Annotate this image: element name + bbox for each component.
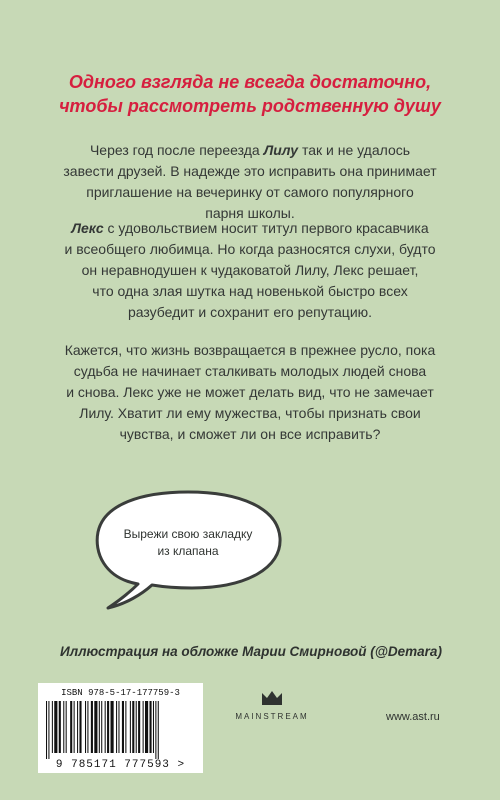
- paragraph-2-line-5: разубедит и сохранит его репутацию.: [127, 304, 373, 320]
- paragraph-2-text-b: с удовольствием носит титул первого красавчика: [103, 220, 429, 236]
- paragraph-1-line-3: приглашение на вечеринку от самого популярного: [86, 184, 414, 200]
- paragraph-1-text-a: Через год после переезда: [89, 142, 264, 158]
- character-name-leks: Лекс: [71, 220, 104, 236]
- barcode-bar: [130, 701, 131, 753]
- barcode-bar: [143, 701, 144, 753]
- barcode-bar: [79, 701, 81, 753]
- barcode-bar: [85, 701, 86, 753]
- publisher-website: www.ast.ru: [386, 711, 440, 723]
- barcode-icon: [44, 701, 197, 759]
- barcode-bar: [94, 701, 97, 753]
- barcode-bar: [132, 701, 134, 753]
- barcode-digits: 9 785171 777593 >: [55, 759, 186, 771]
- paragraph-3-line-4: Лилу. Хватит ли ему мужества, чтобы признать свои: [79, 405, 421, 421]
- isbn-number: ISBN 978-5-17-177759-3: [61, 688, 180, 698]
- paragraph-3-line-3: и снова. Лекс уже не может делать вид, что не замечает: [66, 384, 434, 400]
- barcode-bar: [153, 701, 154, 753]
- paragraph-2: [38, 218, 462, 323]
- barcode-bar: [125, 701, 126, 753]
- bubble-text: [106, 526, 270, 560]
- crown-icon: [261, 690, 283, 706]
- barcode-bar: [145, 701, 148, 753]
- bubble-line-2: из клапана: [157, 544, 219, 558]
- barcode-bar: [158, 701, 159, 759]
- barcode-bar: [136, 701, 137, 753]
- barcode-bar: [107, 701, 109, 753]
- publisher-name: MAINSTREAM: [235, 712, 309, 721]
- paragraph-3-line-1: Кажется, что жизнь возвращается в прежнее русло, пока: [64, 342, 436, 358]
- paragraph-3-line-2: судьба не начинает сталкивать молодых людей снова: [73, 363, 427, 379]
- headline-line-2: чтобы рассмотреть родственную душу: [59, 96, 441, 116]
- barcode-bar: [46, 701, 47, 759]
- barcode-bar: [91, 701, 93, 753]
- barcode-bar: [116, 701, 117, 753]
- barcode-bar: [122, 701, 124, 753]
- paragraph-2-line-1: [38, 218, 462, 239]
- barcode-bar: [59, 701, 61, 753]
- barcode-bar: [74, 701, 75, 753]
- paragraph-2-line-4: что одна злая шутка над новенькой быстро всех: [92, 283, 408, 299]
- paragraph-3-line-5: чувства, и сможет ли он все исправить?: [119, 426, 381, 442]
- barcode-bar: [54, 701, 57, 753]
- barcode-bar: [70, 701, 72, 753]
- paragraph-2-line-2: и всеобщего любимца. Но когда разносятся слухи, будто: [64, 241, 436, 257]
- paragraph-1: [38, 140, 462, 224]
- barcode-bar: [77, 701, 78, 753]
- barcode-bar: [52, 701, 53, 753]
- paragraph-1-line-4: парня школы.: [205, 205, 295, 221]
- barcode-bar: [87, 701, 88, 753]
- barcode-bar: [150, 701, 152, 753]
- barcode-bar: [48, 701, 49, 759]
- barcode-bar: [118, 701, 119, 753]
- publisher-logo: [232, 690, 312, 721]
- speech-bubble: [90, 486, 286, 622]
- barcode-block: [38, 683, 203, 773]
- barcode-bar: [138, 701, 140, 753]
- paragraph-3: [38, 340, 462, 445]
- barcode-bar: [101, 701, 102, 753]
- barcode-bar: [63, 701, 64, 753]
- bubble-line-1: Вырежи свою закладку: [123, 527, 253, 541]
- paragraph-2-line-3: он неравнодушен к чудаковатой Лилу, Лекс решает,: [81, 262, 419, 278]
- barcode-bar: [66, 701, 67, 753]
- barcode-bar: [155, 701, 156, 759]
- headline: [28, 70, 472, 118]
- barcode-bar: [105, 701, 106, 753]
- paragraph-1-line-2: завести друзей. В надежде это исправить она принимает: [63, 163, 437, 179]
- barcode-bar: [99, 701, 100, 753]
- paragraph-1-line-1: [38, 140, 462, 161]
- headline-line-1: Одного взгляда не всегда достаточно,: [68, 72, 432, 92]
- paragraph-1-text-b: так и не удалось: [298, 142, 411, 158]
- barcode-bar: [111, 701, 114, 753]
- character-name-lilu: Лилу: [263, 142, 299, 158]
- illustration-credit: Иллюстрация на обложке Марии Смирновой (@Demara): [60, 644, 442, 659]
